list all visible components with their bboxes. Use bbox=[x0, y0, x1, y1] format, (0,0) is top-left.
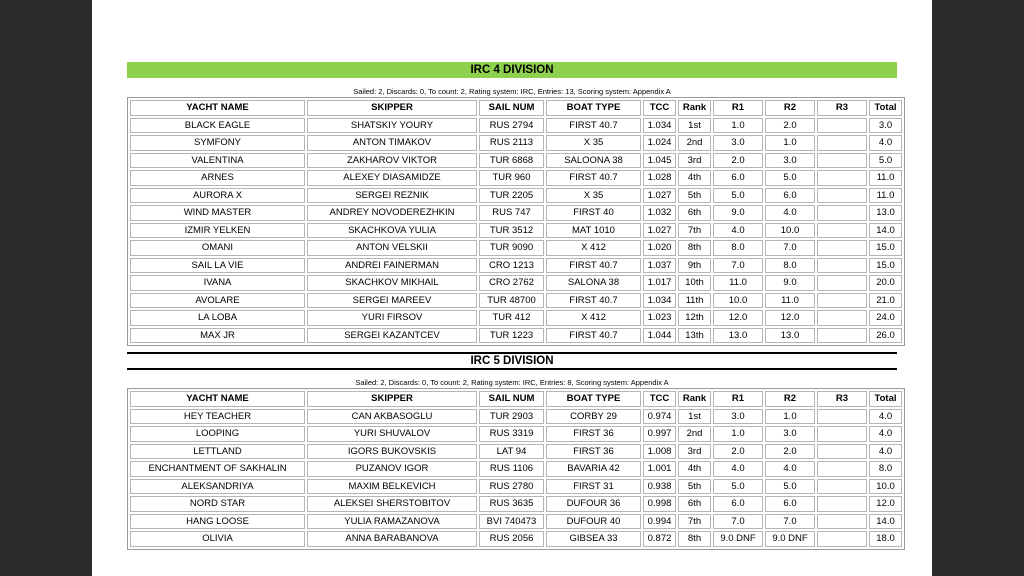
cell-total: 4.0 bbox=[869, 426, 902, 442]
cell-skipper: ANTON VELSKII bbox=[307, 240, 477, 256]
table-row bbox=[130, 409, 902, 425]
results-table-irc4 bbox=[127, 97, 905, 346]
cell-r2: 4.0 bbox=[765, 205, 815, 221]
cell-rank: 5th bbox=[678, 188, 711, 204]
cell-tcc: 0.974 bbox=[643, 409, 676, 425]
cell-r3 bbox=[817, 188, 867, 204]
cell-skipper: ANTON TIMAKOV bbox=[307, 135, 477, 151]
cell-skipper: SERGEI REZNIK bbox=[307, 188, 477, 204]
cell-boat-type: FIRST 40.7 bbox=[546, 170, 641, 186]
cell-r2: 4.0 bbox=[765, 461, 815, 477]
table-header-row bbox=[130, 391, 902, 407]
cell-total: 21.0 bbox=[869, 293, 902, 309]
division-title-irc5: IRC 5 DIVISION bbox=[127, 352, 897, 370]
cell-boat-type: X 35 bbox=[546, 135, 641, 151]
cell-r2: 13.0 bbox=[765, 328, 815, 344]
cell-sail-num: LAT 94 bbox=[479, 444, 544, 460]
cell-total: 18.0 bbox=[869, 531, 902, 547]
cell-tcc: 1.034 bbox=[643, 293, 676, 309]
cell-r2: 1.0 bbox=[765, 409, 815, 425]
table-row bbox=[130, 223, 902, 239]
col-boat-type: BOAT TYPE bbox=[546, 100, 641, 116]
col-sail-num: SAIL NUM bbox=[479, 100, 544, 116]
cell-boat-type: FIRST 40 bbox=[546, 205, 641, 221]
table-row bbox=[130, 426, 902, 442]
cell-tcc: 0.994 bbox=[643, 514, 676, 530]
cell-total: 4.0 bbox=[869, 409, 902, 425]
division-info-irc5: Sailed: 2, Discards: 0, To count: 2, Rating system: IRC, Entries: 8, Scoring system: Appendix A bbox=[355, 378, 669, 387]
cell-yacht-name: ALEKSANDRIYA bbox=[130, 479, 305, 495]
cell-yacht-name: LA LOBA bbox=[130, 310, 305, 326]
cell-r3 bbox=[817, 409, 867, 425]
cell-rank: 1st bbox=[678, 409, 711, 425]
cell-tcc: 1.008 bbox=[643, 444, 676, 460]
cell-r2: 6.0 bbox=[765, 496, 815, 512]
cell-boat-type: FIRST 40.7 bbox=[546, 328, 641, 344]
cell-boat-type: X 35 bbox=[546, 188, 641, 204]
cell-r1: 4.0 bbox=[713, 223, 763, 239]
results-table-irc5 bbox=[127, 388, 905, 550]
col-total: Total bbox=[869, 100, 902, 116]
cell-rank: 10th bbox=[678, 275, 711, 291]
cell-total: 11.0 bbox=[869, 188, 902, 204]
cell-r1: 13.0 bbox=[713, 328, 763, 344]
cell-r1: 7.0 bbox=[713, 514, 763, 530]
cell-total: 15.0 bbox=[869, 258, 902, 274]
cell-yacht-name: SYMFONY bbox=[130, 135, 305, 151]
cell-boat-type: MAT 1010 bbox=[546, 223, 641, 239]
cell-yacht-name: VALENTINA bbox=[130, 153, 305, 169]
cell-total: 15.0 bbox=[869, 240, 902, 256]
cell-skipper: SKACHKOV MIKHAIL bbox=[307, 275, 477, 291]
cell-sail-num: TUR 6868 bbox=[479, 153, 544, 169]
cell-skipper: SHATSKIY YOURY bbox=[307, 118, 477, 134]
col-rank: Rank bbox=[678, 100, 711, 116]
cell-skipper: YULIA RAMAZANOVA bbox=[307, 514, 477, 530]
cell-rank: 13th bbox=[678, 328, 711, 344]
cell-rank: 2nd bbox=[678, 135, 711, 151]
cell-yacht-name: ARNES bbox=[130, 170, 305, 186]
cell-tcc: 1.017 bbox=[643, 275, 676, 291]
col-total: Total bbox=[869, 391, 902, 407]
cell-r1: 10.0 bbox=[713, 293, 763, 309]
cell-yacht-name: IVANA bbox=[130, 275, 305, 291]
cell-r1: 1.0 bbox=[713, 118, 763, 134]
table-row bbox=[130, 170, 902, 186]
cell-tcc: 1.037 bbox=[643, 258, 676, 274]
cell-r2: 5.0 bbox=[765, 170, 815, 186]
cell-skipper: CAN AKBASOGLU bbox=[307, 409, 477, 425]
col-r3: R3 bbox=[817, 391, 867, 407]
cell-yacht-name: HEY TEACHER bbox=[130, 409, 305, 425]
cell-r3 bbox=[817, 275, 867, 291]
cell-tcc: 1.044 bbox=[643, 328, 676, 344]
cell-yacht-name: LETTLAND bbox=[130, 444, 305, 460]
cell-r3 bbox=[817, 258, 867, 274]
results-page bbox=[92, 0, 932, 576]
cell-rank: 2nd bbox=[678, 426, 711, 442]
cell-rank: 1st bbox=[678, 118, 711, 134]
cell-yacht-name: NORD STAR bbox=[130, 496, 305, 512]
cell-r1: 7.0 bbox=[713, 258, 763, 274]
cell-rank: 4th bbox=[678, 461, 711, 477]
table-row bbox=[130, 310, 902, 326]
table-row bbox=[130, 444, 902, 460]
cell-rank: 6th bbox=[678, 496, 711, 512]
cell-sail-num: RUS 2113 bbox=[479, 135, 544, 151]
cell-r2: 3.0 bbox=[765, 426, 815, 442]
cell-sail-num: TUR 960 bbox=[479, 170, 544, 186]
cell-r3 bbox=[817, 170, 867, 186]
cell-total: 8.0 bbox=[869, 461, 902, 477]
cell-rank: 5th bbox=[678, 479, 711, 495]
cell-r2: 3.0 bbox=[765, 153, 815, 169]
cell-rank: 8th bbox=[678, 240, 711, 256]
division-title-irc4: IRC 4 DIVISION bbox=[127, 62, 897, 78]
cell-r3 bbox=[817, 479, 867, 495]
cell-tcc: 0.938 bbox=[643, 479, 676, 495]
cell-r2: 10.0 bbox=[765, 223, 815, 239]
cell-sail-num: TUR 2903 bbox=[479, 409, 544, 425]
cell-total: 4.0 bbox=[869, 444, 902, 460]
cell-sail-num: TUR 412 bbox=[479, 310, 544, 326]
cell-r1: 2.0 bbox=[713, 444, 763, 460]
cell-sail-num: CRO 1213 bbox=[479, 258, 544, 274]
cell-r1: 6.0 bbox=[713, 170, 763, 186]
col-r1: R1 bbox=[713, 391, 763, 407]
cell-total: 14.0 bbox=[869, 514, 902, 530]
col-yacht-name: YACHT NAME bbox=[130, 100, 305, 116]
cell-rank: 7th bbox=[678, 223, 711, 239]
cell-r2: 9.0 DNF bbox=[765, 531, 815, 547]
cell-boat-type: FIRST 40.7 bbox=[546, 118, 641, 134]
cell-rank: 3rd bbox=[678, 153, 711, 169]
table-row bbox=[130, 293, 902, 309]
cell-total: 24.0 bbox=[869, 310, 902, 326]
table-row bbox=[130, 240, 902, 256]
cell-sail-num: RUS 3635 bbox=[479, 496, 544, 512]
cell-tcc: 1.023 bbox=[643, 310, 676, 326]
cell-total: 4.0 bbox=[869, 135, 902, 151]
table-row bbox=[130, 514, 902, 530]
cell-r2: 7.0 bbox=[765, 514, 815, 530]
cell-skipper: YURI SHUVALOV bbox=[307, 426, 477, 442]
cell-r2: 1.0 bbox=[765, 135, 815, 151]
cell-r3 bbox=[817, 444, 867, 460]
cell-skipper: ALEKSEI SHERSTOBITOV bbox=[307, 496, 477, 512]
cell-rank: 7th bbox=[678, 514, 711, 530]
cell-tcc: 1.020 bbox=[643, 240, 676, 256]
col-tcc: TCC bbox=[643, 100, 676, 116]
cell-yacht-name: IZMIR YELKEN bbox=[130, 223, 305, 239]
col-sail-num: SAIL NUM bbox=[479, 391, 544, 407]
cell-skipper: ALEXEY DIASAMIDZE bbox=[307, 170, 477, 186]
cell-r1: 4.0 bbox=[713, 461, 763, 477]
cell-sail-num: TUR 3512 bbox=[479, 223, 544, 239]
cell-tcc: 0.998 bbox=[643, 496, 676, 512]
col-skipper: SKIPPER bbox=[307, 391, 477, 407]
cell-boat-type: DUFOUR 40 bbox=[546, 514, 641, 530]
cell-yacht-name: OMANI bbox=[130, 240, 305, 256]
cell-tcc: 1.027 bbox=[643, 188, 676, 204]
cell-skipper: IGORS BUKOVSKIS bbox=[307, 444, 477, 460]
cell-r2: 12.0 bbox=[765, 310, 815, 326]
cell-r1: 3.0 bbox=[713, 135, 763, 151]
cell-r1: 8.0 bbox=[713, 240, 763, 256]
cell-sail-num: TUR 2205 bbox=[479, 188, 544, 204]
cell-yacht-name: SAIL LA VIE bbox=[130, 258, 305, 274]
cell-boat-type: FIRST 36 bbox=[546, 426, 641, 442]
cell-sail-num: TUR 1223 bbox=[479, 328, 544, 344]
cell-rank: 4th bbox=[678, 170, 711, 186]
table-row bbox=[130, 258, 902, 274]
cell-total: 14.0 bbox=[869, 223, 902, 239]
table-row bbox=[130, 135, 902, 151]
cell-rank: 6th bbox=[678, 205, 711, 221]
col-yacht-name: YACHT NAME bbox=[130, 391, 305, 407]
cell-boat-type: FIRST 36 bbox=[546, 444, 641, 460]
cell-sail-num: CRO 2762 bbox=[479, 275, 544, 291]
cell-r3 bbox=[817, 293, 867, 309]
cell-boat-type: X 412 bbox=[546, 240, 641, 256]
cell-r1: 5.0 bbox=[713, 479, 763, 495]
table-row bbox=[130, 153, 902, 169]
cell-tcc: 1.024 bbox=[643, 135, 676, 151]
cell-total: 26.0 bbox=[869, 328, 902, 344]
cell-r1: 9.0 bbox=[713, 205, 763, 221]
cell-r1: 6.0 bbox=[713, 496, 763, 512]
table-row bbox=[130, 328, 902, 344]
cell-sail-num: RUS 2780 bbox=[479, 479, 544, 495]
cell-tcc: 1.045 bbox=[643, 153, 676, 169]
cell-rank: 11th bbox=[678, 293, 711, 309]
cell-skipper: ZAKHAROV VIKTOR bbox=[307, 153, 477, 169]
cell-total: 20.0 bbox=[869, 275, 902, 291]
cell-r3 bbox=[817, 240, 867, 256]
cell-sail-num: TUR 9090 bbox=[479, 240, 544, 256]
cell-sail-num: RUS 1106 bbox=[479, 461, 544, 477]
cell-r3 bbox=[817, 461, 867, 477]
col-tcc: TCC bbox=[643, 391, 676, 407]
cell-r1: 9.0 DNF bbox=[713, 531, 763, 547]
col-skipper: SKIPPER bbox=[307, 100, 477, 116]
cell-boat-type: SALOONA 38 bbox=[546, 153, 641, 169]
cell-boat-type: FIRST 40.7 bbox=[546, 293, 641, 309]
cell-tcc: 0.872 bbox=[643, 531, 676, 547]
table-row bbox=[130, 531, 902, 547]
cell-tcc: 0.997 bbox=[643, 426, 676, 442]
cell-tcc: 1.032 bbox=[643, 205, 676, 221]
table-row bbox=[130, 479, 902, 495]
cell-boat-type: GIBSEA 33 bbox=[546, 531, 641, 547]
table-row bbox=[130, 118, 902, 134]
cell-boat-type: SALONA 38 bbox=[546, 275, 641, 291]
cell-yacht-name: LOOPING bbox=[130, 426, 305, 442]
cell-r3 bbox=[817, 514, 867, 530]
cell-tcc: 1.027 bbox=[643, 223, 676, 239]
cell-boat-type: DUFOUR 36 bbox=[546, 496, 641, 512]
cell-yacht-name: HANG LOOSE bbox=[130, 514, 305, 530]
cell-r3 bbox=[817, 531, 867, 547]
cell-yacht-name: AURORA X bbox=[130, 188, 305, 204]
cell-yacht-name: BLACK EAGLE bbox=[130, 118, 305, 134]
cell-skipper: ANNA BARABANOVA bbox=[307, 531, 477, 547]
col-r2: R2 bbox=[765, 100, 815, 116]
cell-r2: 7.0 bbox=[765, 240, 815, 256]
cell-r3 bbox=[817, 153, 867, 169]
table-row bbox=[130, 205, 902, 221]
cell-total: 10.0 bbox=[869, 479, 902, 495]
table-row bbox=[130, 275, 902, 291]
cell-r2: 2.0 bbox=[765, 444, 815, 460]
cell-r1: 3.0 bbox=[713, 409, 763, 425]
cell-r1: 11.0 bbox=[713, 275, 763, 291]
cell-boat-type: BAVARIA 42 bbox=[546, 461, 641, 477]
cell-skipper: MAXIM BELKEVICH bbox=[307, 479, 477, 495]
cell-tcc: 1.028 bbox=[643, 170, 676, 186]
cell-yacht-name: MAX JR bbox=[130, 328, 305, 344]
cell-sail-num: RUS 2794 bbox=[479, 118, 544, 134]
cell-skipper: ANDREY NOVODEREZHKIN bbox=[307, 205, 477, 221]
cell-total: 13.0 bbox=[869, 205, 902, 221]
cell-yacht-name: WIND MASTER bbox=[130, 205, 305, 221]
cell-skipper: SKACHKOVA YULIA bbox=[307, 223, 477, 239]
cell-r1: 2.0 bbox=[713, 153, 763, 169]
col-r3: R3 bbox=[817, 100, 867, 116]
cell-total: 3.0 bbox=[869, 118, 902, 134]
cell-r3 bbox=[817, 496, 867, 512]
cell-rank: 8th bbox=[678, 531, 711, 547]
cell-boat-type: FIRST 40.7 bbox=[546, 258, 641, 274]
table-header-row bbox=[130, 100, 902, 116]
cell-r2: 5.0 bbox=[765, 479, 815, 495]
cell-tcc: 1.034 bbox=[643, 118, 676, 134]
cell-skipper: ANDREI FAINERMAN bbox=[307, 258, 477, 274]
cell-r2: 11.0 bbox=[765, 293, 815, 309]
col-boat-type: BOAT TYPE bbox=[546, 391, 641, 407]
cell-total: 12.0 bbox=[869, 496, 902, 512]
cell-r1: 5.0 bbox=[713, 188, 763, 204]
col-rank: Rank bbox=[678, 391, 711, 407]
cell-sail-num: RUS 747 bbox=[479, 205, 544, 221]
cell-skipper: SERGEI MAREEV bbox=[307, 293, 477, 309]
cell-rank: 9th bbox=[678, 258, 711, 274]
table-row bbox=[130, 496, 902, 512]
cell-rank: 3rd bbox=[678, 444, 711, 460]
table-row bbox=[130, 188, 902, 204]
table-row bbox=[130, 461, 902, 477]
cell-r2: 9.0 bbox=[765, 275, 815, 291]
cell-boat-type: CORBY 29 bbox=[546, 409, 641, 425]
col-r2: R2 bbox=[765, 391, 815, 407]
cell-skipper: PUZANOV IGOR bbox=[307, 461, 477, 477]
cell-boat-type: FIRST 31 bbox=[546, 479, 641, 495]
cell-r1: 1.0 bbox=[713, 426, 763, 442]
cell-skipper: SERGEI KAZANTCEV bbox=[307, 328, 477, 344]
cell-yacht-name: AVOLARE bbox=[130, 293, 305, 309]
cell-boat-type: X 412 bbox=[546, 310, 641, 326]
cell-r3 bbox=[817, 205, 867, 221]
cell-sail-num: TUR 48700 bbox=[479, 293, 544, 309]
cell-r3 bbox=[817, 426, 867, 442]
cell-r3 bbox=[817, 223, 867, 239]
cell-sail-num: BVI 740473 bbox=[479, 514, 544, 530]
cell-r3 bbox=[817, 135, 867, 151]
cell-skipper: YURI FIRSOV bbox=[307, 310, 477, 326]
cell-total: 5.0 bbox=[869, 153, 902, 169]
cell-r3 bbox=[817, 118, 867, 134]
col-r1: R1 bbox=[713, 100, 763, 116]
cell-sail-num: RUS 3319 bbox=[479, 426, 544, 442]
cell-yacht-name: ENCHANTMENT OF SAKHALIN bbox=[130, 461, 305, 477]
cell-r2: 6.0 bbox=[765, 188, 815, 204]
cell-r2: 2.0 bbox=[765, 118, 815, 134]
cell-r3 bbox=[817, 310, 867, 326]
cell-yacht-name: OLIVIA bbox=[130, 531, 305, 547]
cell-tcc: 1.001 bbox=[643, 461, 676, 477]
cell-sail-num: RUS 2056 bbox=[479, 531, 544, 547]
division-info-irc4: Sailed: 2, Discards: 0, To count: 2, Rating system: IRC, Entries: 13, Scoring system: Appendix A bbox=[353, 87, 671, 96]
cell-r3 bbox=[817, 328, 867, 344]
cell-r2: 8.0 bbox=[765, 258, 815, 274]
cell-total: 11.0 bbox=[869, 170, 902, 186]
cell-rank: 12th bbox=[678, 310, 711, 326]
cell-r1: 12.0 bbox=[713, 310, 763, 326]
